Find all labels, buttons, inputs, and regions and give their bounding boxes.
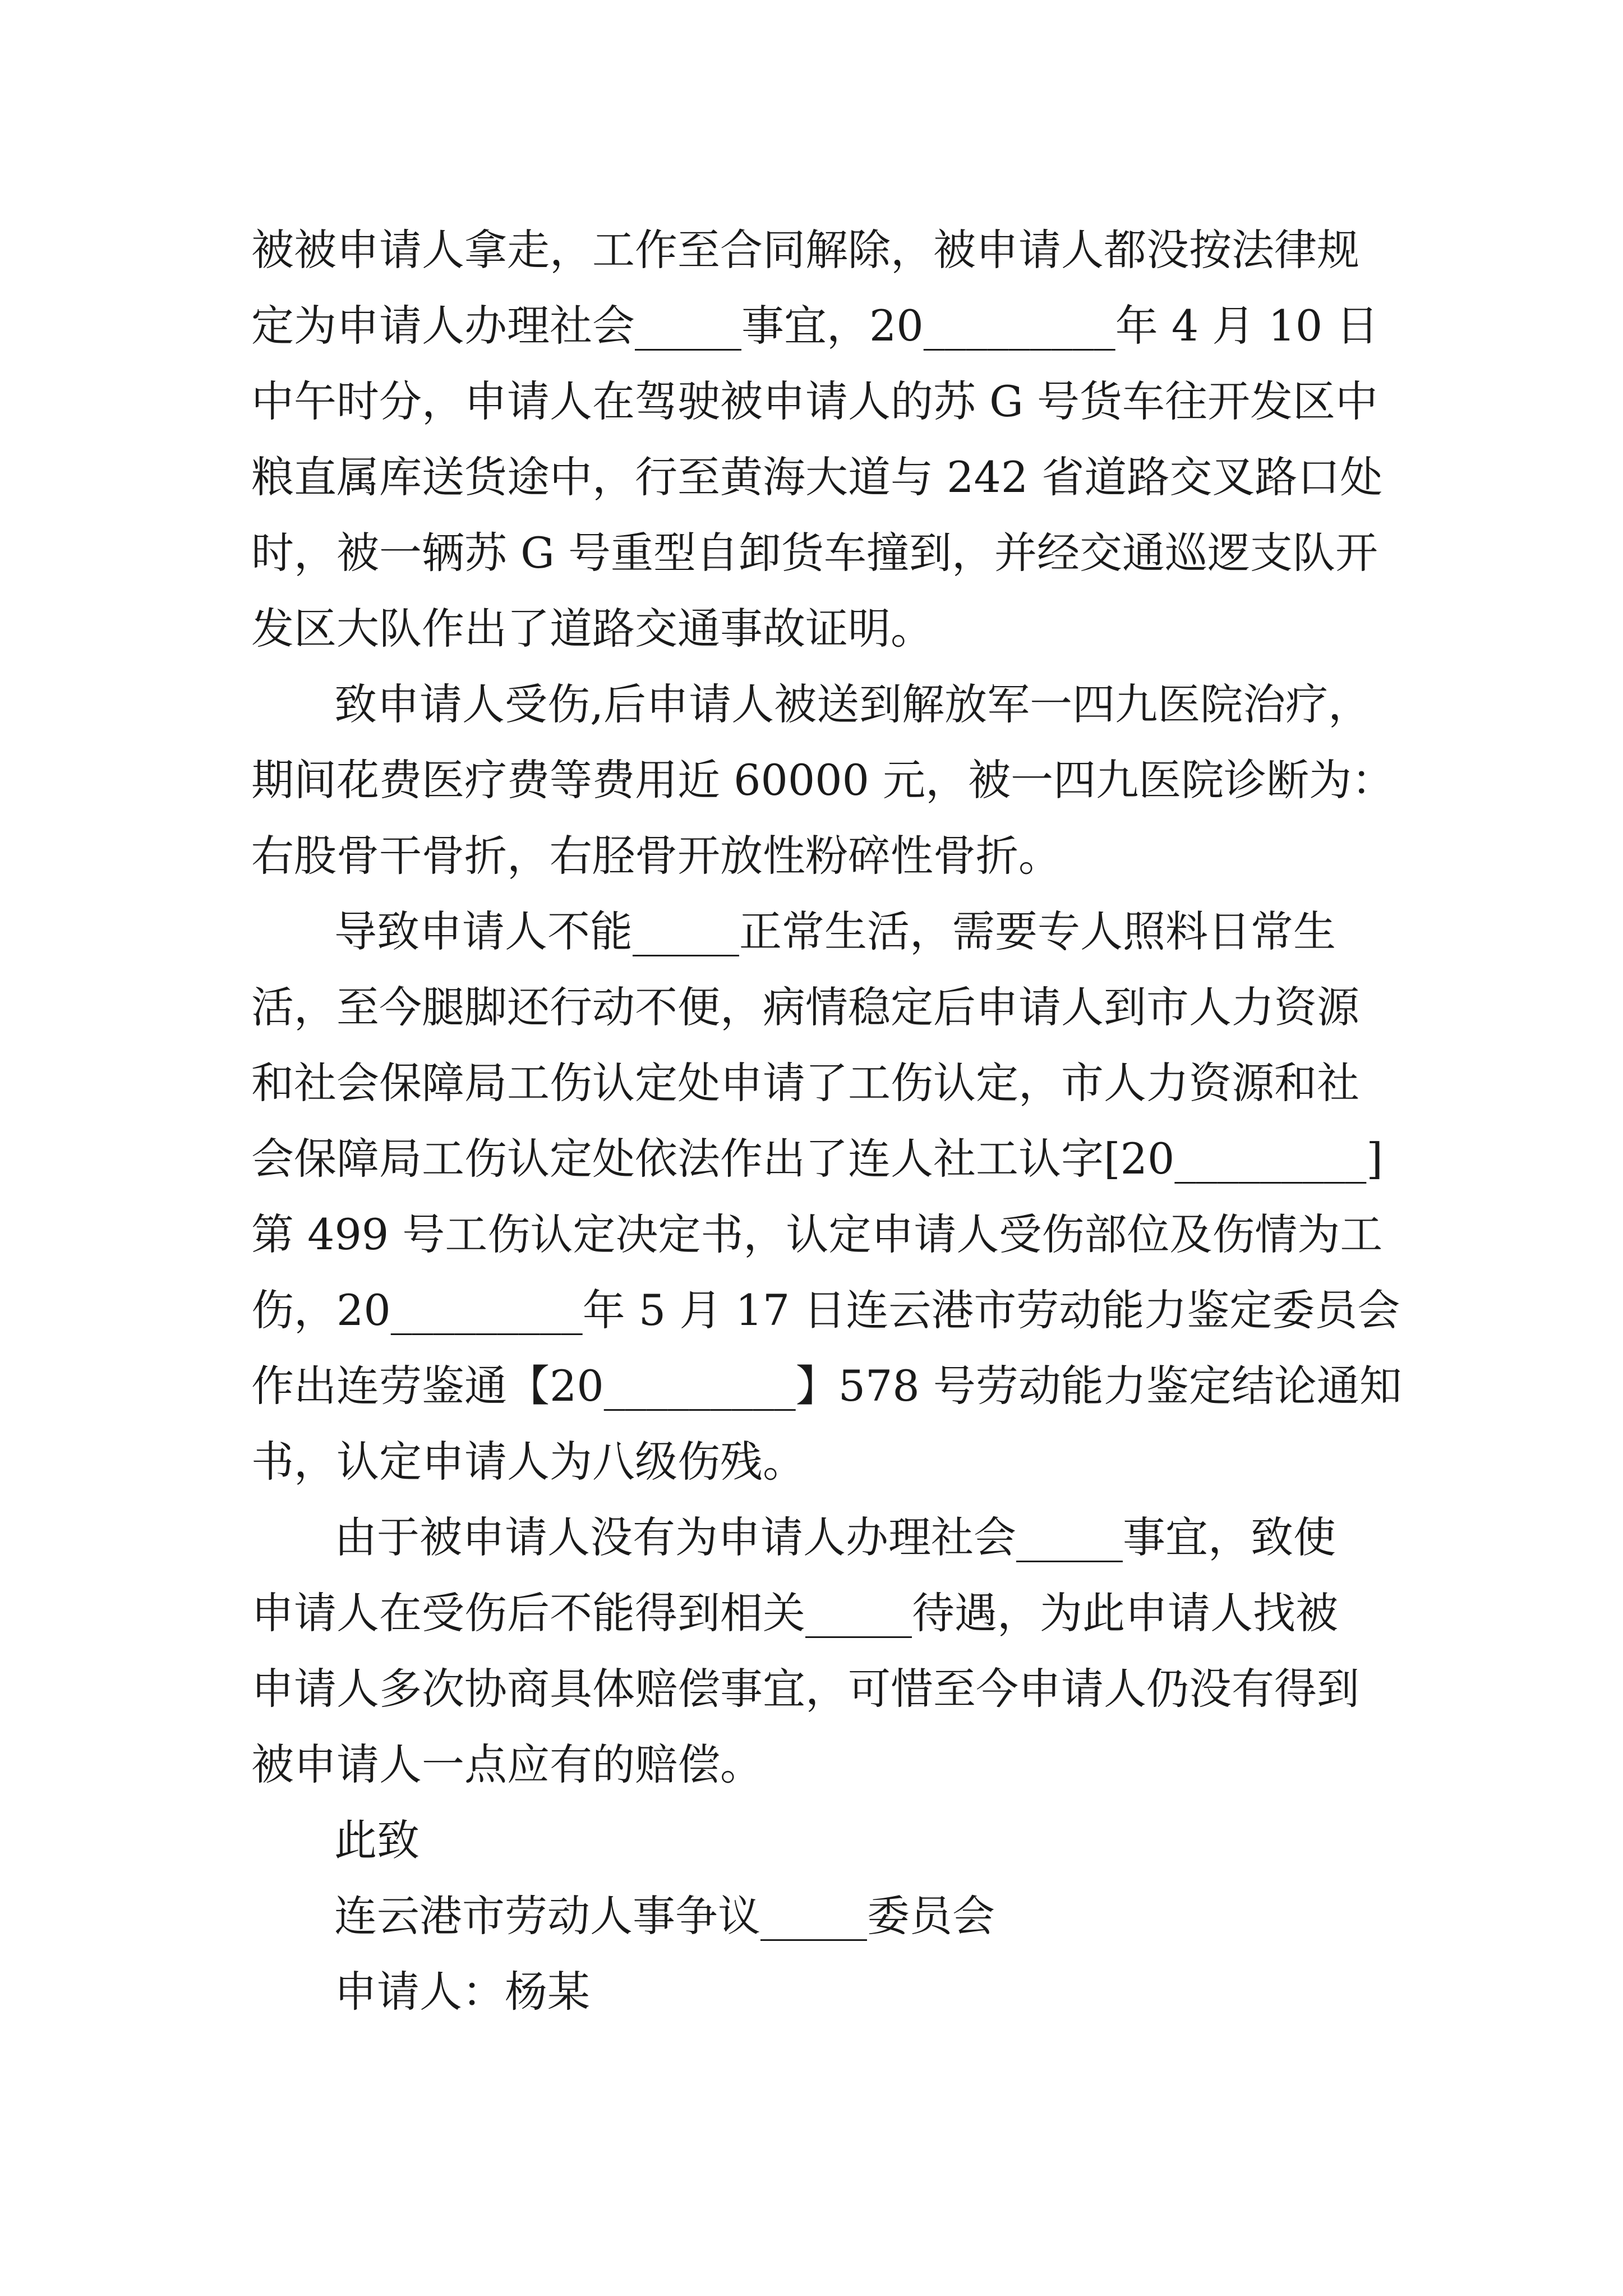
paragraph-line: 由于被申请人没有为申请人办理社会_____事宜，致使	[334, 1512, 1336, 1562]
paragraph-line: 定为申请人办理社会_____事宜，20_________年 4 月 10 日	[251, 301, 1379, 351]
paragraph-line: 中午时分，申请人在驾驶被申请人的苏 G 号货车往开发区中	[251, 376, 1378, 426]
paragraph-line: 时，被一辆苏 G 号重型自卸货车撞到，并经交通巡逻支队开	[251, 528, 1378, 578]
salutation: 此致	[334, 1815, 419, 1865]
paragraph-line: 右股骨干骨折，右胫骨开放性粉碎性骨折。	[251, 831, 1061, 881]
paragraph-line: 发区大队作出了道路交通事故证明。	[251, 604, 933, 654]
paragraph-line: 导致申请人不能_____正常生活，需要专人照料日常生	[334, 907, 1336, 956]
paragraph-line: 作出连劳鉴通【20_________】578 号劳动能力鉴定结论通知	[251, 1361, 1402, 1411]
paragraph-line: 活，至今腿脚还行动不便，病情稳定后申请人到市人力资源	[251, 982, 1359, 1032]
paragraph-line: 致申请人受伤,后申请人被送到解放军一四九医院治疗，	[334, 679, 1371, 729]
paragraph-line: 会保障局工伤认定处依法作出了连人社工认字[20_________]	[251, 1134, 1384, 1184]
paragraph-line: 申请人在受伤后不能得到相关_____待遇，为此申请人找被	[251, 1588, 1338, 1638]
paragraph-line: 粮直属库送货途中，行至黄海大道与 242 省道路交叉路口处	[251, 452, 1383, 502]
applicant-signature: 申请人：杨某	[334, 1967, 590, 2017]
paragraph-line: 被申请人一点应有的赔偿。	[251, 1740, 763, 1789]
paragraph-line: 被被申请人拿走，工作至合同解除，被申请人都没按法律规	[251, 225, 1359, 275]
paragraph-line: 申请人多次协商具体赔偿事宜，可惜至今申请人仍没有得到	[251, 1664, 1359, 1714]
paragraph-line: 伤，20_________年 5 月 17 日连云港市劳动能力鉴定委员会	[251, 1285, 1400, 1335]
paragraph-line: 期间花费医疗费等费用近 60000 元，被一四九医院诊断为：	[251, 755, 1395, 805]
paragraph-line: 书，认定申请人为八级伤残。	[251, 1437, 805, 1487]
paragraph-line: 第 499 号工伤认定决定书，认定申请人受伤部位及伤情为工	[251, 1209, 1383, 1259]
paragraph-line: 和社会保障局工伤认定处申请了工伤认定，市人力资源和社	[251, 1058, 1359, 1108]
recipient: 连云港市劳动人事争议_____委员会	[334, 1891, 995, 1941]
